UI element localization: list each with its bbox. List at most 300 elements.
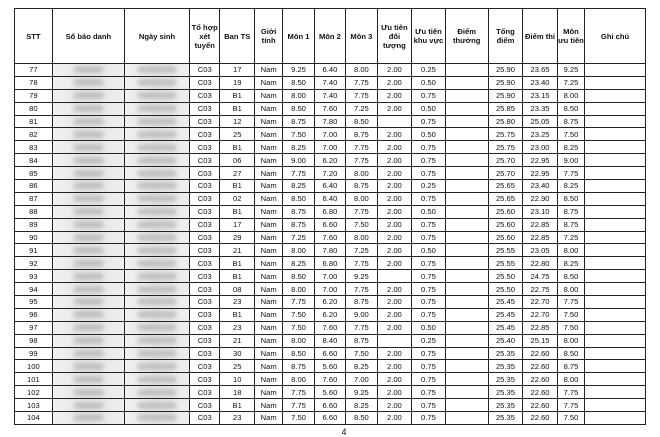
priority-subject-cell: 9.00 xyxy=(557,154,584,167)
stt-cell: 97 xyxy=(15,321,53,334)
priority-group-cell: 2.00 xyxy=(377,141,412,154)
priority-subject-cell: 8.25 xyxy=(557,180,584,193)
subject-combo-cell: C03 xyxy=(190,334,220,347)
priority-group-cell xyxy=(377,115,412,128)
gender-cell: Nam xyxy=(254,399,282,412)
subject-2-cell: 6.80 xyxy=(314,205,345,218)
stt-cell: 83 xyxy=(15,141,53,154)
birth-date-cell: 00/00/2000 xyxy=(125,192,190,205)
exam-score-cell: 22.70 xyxy=(523,296,558,309)
subject-combo-cell: C03 xyxy=(190,308,220,321)
candidate-id-cell: 2300000 xyxy=(52,89,124,102)
gender-cell: Nam xyxy=(254,167,282,180)
subject-2-cell: 7.60 xyxy=(314,102,345,115)
birth-date-cell: 00/00/2000 xyxy=(125,115,190,128)
exam-score-cell: 22.95 xyxy=(523,167,558,180)
notes-cell xyxy=(585,296,646,309)
stt-cell: 81 xyxy=(15,115,53,128)
subject-2-cell: 7.60 xyxy=(314,373,345,386)
exam-score-cell: 22.85 xyxy=(523,231,558,244)
priority-region-cell: 0.75 xyxy=(412,373,446,386)
subject-3-cell: 7.50 xyxy=(346,347,377,360)
subject-2-cell: 7.80 xyxy=(314,244,345,257)
priority-group-cell: 2.00 xyxy=(377,308,412,321)
table-row xyxy=(15,244,646,257)
subject-1-cell: 8.00 xyxy=(283,244,314,257)
subject-2-cell: 6.60 xyxy=(314,347,345,360)
priority-region-cell: 0.50 xyxy=(412,128,446,141)
board-cell: 17 xyxy=(220,64,255,77)
total-cell: 25.40 xyxy=(488,334,523,347)
header-birth-date: Ngày sinh xyxy=(125,9,190,64)
birth-date-cell: 00/00/2000 xyxy=(125,412,190,425)
board-cell: 08 xyxy=(220,283,255,296)
board-cell: 21 xyxy=(220,334,255,347)
priority-group-cell: 2.00 xyxy=(377,296,412,309)
exam-score-cell: 22.60 xyxy=(523,347,558,360)
header-subject-1: Môn 1 xyxy=(283,9,314,64)
stt-cell: 79 xyxy=(15,89,53,102)
priority-subject-cell: 7.75 xyxy=(557,399,584,412)
priority-group-cell xyxy=(377,270,412,283)
table-row xyxy=(15,128,646,141)
exam-score-cell: 22.60 xyxy=(523,360,558,373)
priority-region-cell: 0.25 xyxy=(412,180,446,193)
subject-3-cell: 7.50 xyxy=(346,218,377,231)
gender-cell: Nam xyxy=(254,141,282,154)
subject-2-cell: 6.60 xyxy=(314,218,345,231)
birth-date-cell: 00/00/2000 xyxy=(125,257,190,270)
priority-group-cell: 2.00 xyxy=(377,76,412,89)
stt-cell: 99 xyxy=(15,347,53,360)
board-cell: B1 xyxy=(220,89,255,102)
subject-3-cell: 7.75 xyxy=(346,257,377,270)
stt-cell: 77 xyxy=(15,64,53,77)
subject-3-cell: 8.25 xyxy=(346,399,377,412)
priority-region-cell: 0.75 xyxy=(412,218,446,231)
notes-cell xyxy=(585,154,646,167)
total-cell: 25.65 xyxy=(488,192,523,205)
board-cell: 21 xyxy=(220,244,255,257)
priority-group-cell: 2.00 xyxy=(377,283,412,296)
subject-2-cell: 6.40 xyxy=(314,180,345,193)
gender-cell: Nam xyxy=(254,373,282,386)
subject-2-cell: 6.60 xyxy=(314,399,345,412)
board-cell: 25 xyxy=(220,128,255,141)
priority-subject-cell: 8.00 xyxy=(557,373,584,386)
table-row xyxy=(15,218,646,231)
birth-date-cell: 00/00/2000 xyxy=(125,321,190,334)
subject-3-cell: 8.75 xyxy=(346,128,377,141)
stt-cell: 85 xyxy=(15,167,53,180)
notes-cell xyxy=(585,244,646,257)
notes-cell xyxy=(585,283,646,296)
subject-3-cell: 8.75 xyxy=(346,334,377,347)
subject-combo-cell: C03 xyxy=(190,180,220,193)
stt-cell: 104 xyxy=(15,412,53,425)
subject-combo-cell: C03 xyxy=(190,154,220,167)
subject-combo-cell: C03 xyxy=(190,399,220,412)
stt-cell: 102 xyxy=(15,386,53,399)
total-cell: 25.90 xyxy=(488,64,523,77)
stt-cell: 86 xyxy=(15,180,53,193)
candidate-id-cell: 2300000 xyxy=(52,257,124,270)
candidate-id-cell: 2300000 xyxy=(52,347,124,360)
header-candidate-id: Số báo danh xyxy=(52,9,124,64)
notes-cell xyxy=(585,399,646,412)
subject-1-cell: 9.25 xyxy=(283,64,314,77)
priority-region-cell: 0.50 xyxy=(412,321,446,334)
total-cell: 25.70 xyxy=(488,154,523,167)
priority-subject-cell: 7.25 xyxy=(557,76,584,89)
header-notes: Ghi chú xyxy=(585,9,646,64)
stt-cell: 80 xyxy=(15,102,53,115)
header-bonus: Điểm thưởng xyxy=(445,9,488,64)
bonus-cell xyxy=(445,180,488,193)
priority-region-cell: 0.50 xyxy=(412,102,446,115)
subject-3-cell: 7.75 xyxy=(346,283,377,296)
bonus-cell xyxy=(445,296,488,309)
subject-3-cell: 7.75 xyxy=(346,321,377,334)
priority-group-cell: 2.00 xyxy=(377,412,412,425)
priority-group-cell: 2.00 xyxy=(377,180,412,193)
notes-cell xyxy=(585,141,646,154)
gender-cell: Nam xyxy=(254,128,282,141)
subject-2-cell: 7.00 xyxy=(314,270,345,283)
table-row xyxy=(15,167,646,180)
total-cell: 25.35 xyxy=(488,412,523,425)
priority-region-cell: 0.75 xyxy=(412,192,446,205)
exam-score-cell: 23.05 xyxy=(523,244,558,257)
exam-score-cell: 22.60 xyxy=(523,373,558,386)
table-row xyxy=(15,283,646,296)
subject-combo-cell: C03 xyxy=(190,283,220,296)
page-number: 4 xyxy=(341,427,347,437)
table-row xyxy=(15,115,646,128)
exam-score-cell: 23.65 xyxy=(523,64,558,77)
subject-combo-cell: C03 xyxy=(190,373,220,386)
exam-score-cell: 24.75 xyxy=(523,270,558,283)
priority-group-cell: 2.00 xyxy=(377,347,412,360)
board-cell: 06 xyxy=(220,154,255,167)
gender-cell: Nam xyxy=(254,412,282,425)
notes-cell xyxy=(585,167,646,180)
priority-subject-cell: 8.75 xyxy=(557,218,584,231)
exam-score-cell: 23.25 xyxy=(523,128,558,141)
header-exam-score: Điểm thi xyxy=(523,9,558,64)
priority-subject-cell: 7.75 xyxy=(557,296,584,309)
subject-1-cell: 8.50 xyxy=(283,192,314,205)
priority-region-cell: 0.75 xyxy=(412,257,446,270)
subject-3-cell: 8.75 xyxy=(346,296,377,309)
subject-1-cell: 8.25 xyxy=(283,141,314,154)
candidate-id-cell: 2300000 xyxy=(52,244,124,257)
total-cell: 25.60 xyxy=(488,231,523,244)
priority-region-cell: 0.75 xyxy=(412,141,446,154)
subject-combo-cell: C03 xyxy=(190,76,220,89)
board-cell: B1 xyxy=(220,180,255,193)
candidate-id-cell: 2300000 xyxy=(52,167,124,180)
subject-3-cell: 8.00 xyxy=(346,64,377,77)
table-row xyxy=(15,102,646,115)
total-cell: 25.75 xyxy=(488,128,523,141)
subject-3-cell: 7.75 xyxy=(346,141,377,154)
subject-combo-cell: C03 xyxy=(190,102,220,115)
bonus-cell xyxy=(445,102,488,115)
total-cell: 25.35 xyxy=(488,373,523,386)
birth-date-cell: 00/00/2000 xyxy=(125,76,190,89)
subject-combo-cell: C03 xyxy=(190,231,220,244)
subject-combo-cell: C03 xyxy=(190,192,220,205)
subject-1-cell: 8.00 xyxy=(283,373,314,386)
notes-cell xyxy=(585,180,646,193)
priority-group-cell: 2.00 xyxy=(377,192,412,205)
subject-1-cell: 7.50 xyxy=(283,128,314,141)
subject-1-cell: 8.50 xyxy=(283,270,314,283)
priority-subject-cell: 7.50 xyxy=(557,412,584,425)
bonus-cell xyxy=(445,192,488,205)
subject-2-cell: 6.20 xyxy=(314,154,345,167)
priority-subject-cell: 7.50 xyxy=(557,308,584,321)
total-cell: 25.35 xyxy=(488,360,523,373)
total-cell: 25.45 xyxy=(488,308,523,321)
candidate-id-cell: 2300000 xyxy=(52,283,124,296)
notes-cell xyxy=(585,373,646,386)
total-cell: 25.60 xyxy=(488,205,523,218)
priority-subject-cell: 8.50 xyxy=(557,270,584,283)
gender-cell: Nam xyxy=(254,154,282,167)
subject-1-cell: 8.00 xyxy=(283,334,314,347)
board-cell: 18 xyxy=(220,386,255,399)
bonus-cell xyxy=(445,205,488,218)
priority-group-cell: 2.00 xyxy=(377,399,412,412)
subject-2-cell: 6.20 xyxy=(314,296,345,309)
candidate-id-cell: 2300000 xyxy=(52,296,124,309)
table-row xyxy=(15,180,646,193)
candidate-id-cell: 2300000 xyxy=(52,231,124,244)
total-cell: 25.65 xyxy=(488,180,523,193)
birth-date-cell: 00/00/2000 xyxy=(125,360,190,373)
exam-score-cell: 23.10 xyxy=(523,205,558,218)
birth-date-cell: 00/00/2000 xyxy=(125,167,190,180)
candidate-id-cell: 2300000 xyxy=(52,64,124,77)
candidate-id-cell: 2300000 xyxy=(52,128,124,141)
priority-subject-cell: 8.00 xyxy=(557,334,584,347)
board-cell: 17 xyxy=(220,218,255,231)
notes-cell xyxy=(585,412,646,425)
priority-group-cell xyxy=(377,334,412,347)
priority-region-cell: 0.75 xyxy=(412,296,446,309)
bonus-cell xyxy=(445,257,488,270)
exam-score-cell: 23.40 xyxy=(523,76,558,89)
priority-region-cell: 0.75 xyxy=(412,270,446,283)
bonus-cell xyxy=(445,321,488,334)
table-row xyxy=(15,386,646,399)
subject-2-cell: 7.00 xyxy=(314,141,345,154)
subject-combo-cell: C03 xyxy=(190,386,220,399)
subject-3-cell: 9.25 xyxy=(346,386,377,399)
candidate-id-cell: 2300000 xyxy=(52,308,124,321)
header-total: Tổng điểm xyxy=(488,9,523,64)
candidate-id-cell: 2300000 xyxy=(52,334,124,347)
exam-score-cell: 22.60 xyxy=(523,399,558,412)
board-cell: B1 xyxy=(220,102,255,115)
subject-3-cell: 7.25 xyxy=(346,102,377,115)
subject-3-cell: 8.00 xyxy=(346,231,377,244)
subject-2-cell: 6.80 xyxy=(314,257,345,270)
total-cell: 25.35 xyxy=(488,386,523,399)
table-row xyxy=(15,399,646,412)
subject-2-cell: 7.00 xyxy=(314,283,345,296)
priority-subject-cell: 7.75 xyxy=(557,386,584,399)
candidate-id-cell: 2300000 xyxy=(52,373,124,386)
table-row xyxy=(15,76,646,89)
candidate-id-cell: 2300000 xyxy=(52,205,124,218)
birth-date-cell: 00/00/2000 xyxy=(125,244,190,257)
board-cell: 23 xyxy=(220,412,255,425)
board-cell: 30 xyxy=(220,347,255,360)
priority-region-cell: 0.50 xyxy=(412,205,446,218)
candidate-id-cell: 2300000 xyxy=(52,386,124,399)
subject-3-cell: 8.00 xyxy=(346,167,377,180)
header-board: Ban TS xyxy=(220,9,255,64)
notes-cell xyxy=(585,386,646,399)
birth-date-cell: 00/00/2000 xyxy=(125,296,190,309)
subject-1-cell: 7.25 xyxy=(283,231,314,244)
subject-2-cell: 6.40 xyxy=(314,192,345,205)
total-cell: 25.50 xyxy=(488,283,523,296)
priority-group-cell: 2.00 xyxy=(377,205,412,218)
notes-cell xyxy=(585,64,646,77)
subject-combo-cell: C03 xyxy=(190,128,220,141)
board-cell: B1 xyxy=(220,257,255,270)
notes-cell xyxy=(585,270,646,283)
subject-combo-cell: C03 xyxy=(190,296,220,309)
exam-score-cell: 23.00 xyxy=(523,141,558,154)
exam-score-cell: 22.60 xyxy=(523,412,558,425)
subject-2-cell: 7.00 xyxy=(314,128,345,141)
total-cell: 25.35 xyxy=(488,399,523,412)
notes-cell xyxy=(585,192,646,205)
priority-group-cell: 2.00 xyxy=(377,64,412,77)
subject-1-cell: 8.50 xyxy=(283,102,314,115)
subject-combo-cell: C03 xyxy=(190,89,220,102)
subject-combo-cell: C03 xyxy=(190,64,220,77)
gender-cell: Nam xyxy=(254,283,282,296)
gender-cell: Nam xyxy=(254,347,282,360)
birth-date-cell: 00/00/2000 xyxy=(125,283,190,296)
birth-date-cell: 00/00/2000 xyxy=(125,399,190,412)
subject-combo-cell: C03 xyxy=(190,141,220,154)
total-cell: 25.75 xyxy=(488,141,523,154)
subject-3-cell: 7.75 xyxy=(346,89,377,102)
priority-region-cell: 0.75 xyxy=(412,386,446,399)
priority-region-cell: 0.25 xyxy=(412,334,446,347)
subject-combo-cell: C03 xyxy=(190,218,220,231)
gender-cell: Nam xyxy=(254,296,282,309)
subject-2-cell: 5.60 xyxy=(314,386,345,399)
total-cell: 25.55 xyxy=(488,244,523,257)
board-cell: 10 xyxy=(220,373,255,386)
candidate-id-cell: 2300000 xyxy=(52,360,124,373)
header-row xyxy=(15,9,646,64)
subject-combo-cell: C03 xyxy=(190,115,220,128)
candidate-id-cell: 2300000 xyxy=(52,412,124,425)
bonus-cell xyxy=(445,218,488,231)
board-cell: B1 xyxy=(220,270,255,283)
stt-cell: 92 xyxy=(15,257,53,270)
gender-cell: Nam xyxy=(254,308,282,321)
subject-combo-cell: C03 xyxy=(190,360,220,373)
priority-subject-cell: 8.50 xyxy=(557,192,584,205)
birth-date-cell: 00/00/2000 xyxy=(125,128,190,141)
subject-1-cell: 7.50 xyxy=(283,321,314,334)
exam-score-cell: 25.15 xyxy=(523,334,558,347)
table-row xyxy=(15,360,646,373)
subject-1-cell: 8.25 xyxy=(283,180,314,193)
stt-cell: 100 xyxy=(15,360,53,373)
exam-score-cell: 23.35 xyxy=(523,102,558,115)
priority-group-cell: 2.00 xyxy=(377,167,412,180)
priority-region-cell: 0.75 xyxy=(412,412,446,425)
candidate-id-cell: 2300000 xyxy=(52,115,124,128)
notes-cell xyxy=(585,334,646,347)
birth-date-cell: 00/00/2000 xyxy=(125,64,190,77)
gender-cell: Nam xyxy=(254,115,282,128)
birth-date-cell: 00/00/2000 xyxy=(125,102,190,115)
table-row xyxy=(15,205,646,218)
stt-cell: 84 xyxy=(15,154,53,167)
priority-subject-cell: 9.25 xyxy=(557,64,584,77)
priority-group-cell: 2.00 xyxy=(377,244,412,257)
priority-region-cell: 0.75 xyxy=(412,360,446,373)
table-row xyxy=(15,412,646,425)
priority-subject-cell: 8.75 xyxy=(557,205,584,218)
stt-cell: 98 xyxy=(15,334,53,347)
header-subject-2: Môn 2 xyxy=(314,9,345,64)
stt-cell: 91 xyxy=(15,244,53,257)
subject-3-cell: 8.75 xyxy=(346,180,377,193)
subject-1-cell: 7.50 xyxy=(283,412,314,425)
subject-2-cell: 7.60 xyxy=(314,321,345,334)
results-table xyxy=(14,8,646,425)
bonus-cell xyxy=(445,347,488,360)
subject-2-cell: 6.40 xyxy=(314,64,345,77)
birth-date-cell: 00/00/2000 xyxy=(125,270,190,283)
subject-combo-cell: C03 xyxy=(190,412,220,425)
subject-2-cell: 6.60 xyxy=(314,412,345,425)
priority-region-cell: 0.50 xyxy=(412,244,446,257)
subject-3-cell: 8.50 xyxy=(346,412,377,425)
total-cell: 25.90 xyxy=(488,89,523,102)
priority-subject-cell: 7.25 xyxy=(557,231,584,244)
bonus-cell xyxy=(445,373,488,386)
priority-region-cell: 0.75 xyxy=(412,89,446,102)
priority-region-cell: 0.75 xyxy=(412,231,446,244)
subject-1-cell: 8.50 xyxy=(283,76,314,89)
notes-cell xyxy=(585,347,646,360)
exam-score-cell: 22.90 xyxy=(523,192,558,205)
header-gender: Giới tính xyxy=(254,9,282,64)
priority-group-cell: 2.00 xyxy=(377,386,412,399)
priority-group-cell: 2.00 xyxy=(377,373,412,386)
subject-3-cell: 7.00 xyxy=(346,373,377,386)
subject-2-cell: 6.20 xyxy=(314,308,345,321)
gender-cell: Nam xyxy=(254,192,282,205)
header-priority-region: Ưu tiên khu vực xyxy=(412,9,446,64)
subject-1-cell: 7.75 xyxy=(283,386,314,399)
priority-group-cell: 2.00 xyxy=(377,231,412,244)
